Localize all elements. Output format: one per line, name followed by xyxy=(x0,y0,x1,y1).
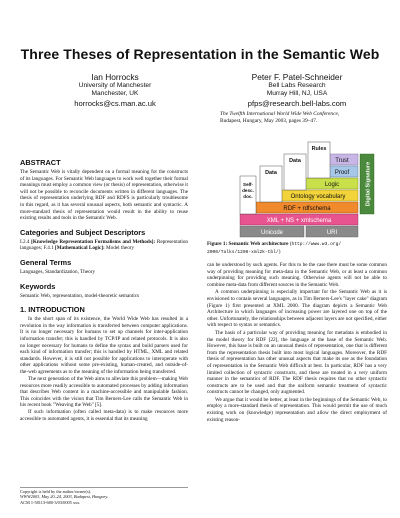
right-column xyxy=(207,262,387,423)
general-terms-heading: General Terms xyxy=(20,257,72,267)
right-paragraph-3: The basis of a particular way of providing meaning for metadata is embodied in the model theory for RDF [22], the language at the base of the Semantic Web. However, this base is built on an unusual thesis of representation, one that is different from the representation thesis built into most logical languages. Moreover, the RDF thesis of representation has other unusual aspects that make its use as the foundation of representation in the Semantic Web difficult at best. In particular, RDF has a very limited collection of syntactic constructs, and these are treated in a very uniform manner in the semantics of RDF. The RDF thesis requires that no other syntactic constructs are to be used and that the uniform semantic treatment of syntactic constructs cannot be changed, only augmented. xyxy=(207,329,387,396)
layer-xml-label: XML + NS + xmlschema xyxy=(266,217,332,224)
layer-ontology xyxy=(278,190,358,201)
layer-cake-figure xyxy=(214,140,390,238)
right-paragraph-2: A common underpinning is especially important for the Semantic Web as it is envisioned to contain several languages, as in Tim Berners-Lee's "layer cake" diagram (Figure 1) first presented at XML 2000. The diagram depicts a Semantic Web Architecture in which languages of increasing power are layered one on top of the other. Unfortunately, the relationships between adjacent layers are not specified, either with respect to syntax or semantics. xyxy=(207,289,387,329)
right-paragraph-4: We argue that it would be better, at least in the beginnings of the Semantic Web, to employ a more-standard thesis of representation. This would permit the use of much existing work on (knowledge) representation and allow the direct employment of existing reason- xyxy=(207,396,387,423)
self-desc-line-3: doc. xyxy=(243,194,253,199)
intro-paragraph-3: If such information (often called meta-data) is to make resources more accessible to automated agents, it is essential that its meaning xyxy=(20,409,188,423)
keywords-text: Semantic Web, representation, model-theoretic semantics xyxy=(20,292,140,299)
layer-logic-label: Logic xyxy=(324,181,340,188)
author-name: Ian Horrocks xyxy=(91,72,139,82)
categories-heading: Categories and Subject Descriptors xyxy=(20,227,146,237)
layer-uri xyxy=(306,226,358,237)
layer-self-desc-doc xyxy=(240,176,256,214)
keywords-heading: Keywords xyxy=(20,281,56,291)
copyright-line-3: ACM 1-58113-680-3/03/0005 xxx. xyxy=(20,499,81,505)
caption-label: Figure 1: xyxy=(207,241,228,247)
categories-text xyxy=(20,239,188,252)
conference-note xyxy=(220,111,390,125)
self-desc-line-2: desc. xyxy=(242,188,254,193)
layer-data-upper xyxy=(284,154,306,190)
layer-rdf xyxy=(256,202,358,213)
layer-digital-signature xyxy=(360,154,374,214)
author-location: Manchester, UK xyxy=(91,90,139,97)
author-affiliation: University of Manchester xyxy=(78,82,152,89)
author-block-patel-schneider xyxy=(212,72,382,109)
figure-caption: Figure 1: Semantic Web architecture (http://www.w3.org/ 2000/Talks/1206-xml2k-tbl/) xyxy=(207,241,342,255)
layer-unicode xyxy=(240,226,304,237)
layer-logic xyxy=(298,178,358,189)
caption-url-2: 2000/Talks/1206-xml2k-tbl/ xyxy=(207,249,279,255)
author-email: pfps@research.bell-labs.com xyxy=(247,99,347,108)
intro-paragraph-2: The next generation of the Web aims to alleviate this problem—making Web resources more readily accessible to automated processes by adding information that describes Web content in a machine-accessible and manipulable fashion. This coincides with the vision that Tim Berners-Lee calls the Semantic Web in his recent book "Weaving the Web" [5]. xyxy=(20,375,188,409)
caption-url-1: http://www.w3.org/ xyxy=(291,242,342,247)
layer-proof-label: Proof xyxy=(334,169,350,176)
author-email: horrocks@cs.man.ac.uk xyxy=(74,99,156,108)
layer-rules-label: Rules xyxy=(311,146,327,152)
conference-line-1: The Twelfth International World Wide Web Conference, xyxy=(220,111,340,117)
author-affiliation: Bell Labs Research xyxy=(268,82,326,89)
self-desc-line-1: Self- xyxy=(243,182,253,187)
abstract-heading: ABSTRACT xyxy=(20,158,61,167)
layer-trust-label: Trust xyxy=(335,157,349,164)
category-detail-2: Model theory xyxy=(106,245,135,252)
category-title: [Knowledge Representation Formalisms and Methods]: xyxy=(31,238,156,245)
layer-xml xyxy=(240,214,358,225)
layer-signature-label: Digital Signature xyxy=(365,161,372,207)
general-terms-text: Languages, Standardization, Theory xyxy=(20,268,96,275)
layer-data-lower xyxy=(260,166,282,202)
layer-data-lower-label: Data xyxy=(265,170,277,176)
copyright-line-2: WWW2003, May 20–24, 2003, Budapest, Hungary. xyxy=(20,494,109,500)
category-detail: Representation languages; F.4.1 xyxy=(20,238,189,252)
right-paragraph-1: can be understood by such agents. For this to be the case there must be some common way of providing meaning for meta-data in the Semantic Web, or at least a common underpinning for providing such meaning. Otherwise agents will not be able to combine meta-data from different sources in the Semantic Web. xyxy=(207,262,387,288)
layer-trust xyxy=(326,154,358,165)
intro-paragraph-1: In the short span of its existence, the World Wide Web has resulted in a revolution in the way information is transferred between computer applications. It is no longer necessary for humans to set up channels for inter-application information transfer; this is handled by TCP/IP and related protocols. It is also no longer necessary for humans to define the syntax and build parsers used for each kind of information transfer; this is handled by HTML, XML and related standards. However, it is still not possible for applications to interoperate with other applications without some pre-existing, human-created, and outside-of-the-web agreements as to the meaning of the information being transferred. xyxy=(20,316,188,375)
category-code: I.2.4 xyxy=(20,238,30,245)
layer-unicode-label: Unicode xyxy=(260,229,284,236)
category-title-2: [Mathematical Logic]: xyxy=(55,245,105,252)
author-block-horrocks xyxy=(40,72,190,109)
abstract-text: The Semantic Web is vitally dependent on a formal meaning for the constructs of its languages. For Semantic Web languages to work well together their formal meanings must employ a common view (or thesis) of representation, otherwise it will not be possible to reconcile documents written in different languages. The thesis of representation underlying RDF and RDFS is particularly troublesome in this regard, as it has several unusual aspects, both semantic and syntactic. A more-standard thesis of representation would result in the ability to reuse existing results and tools in the Semantic Web. xyxy=(20,169,188,222)
layer-rdf-label: RDF + rdfschema xyxy=(283,205,331,212)
layer-rules xyxy=(308,142,330,178)
author-name: Peter F. Patel-Schneider xyxy=(251,72,343,82)
introduction-heading: 1. INTRODUCTION xyxy=(20,305,85,315)
paper-title: Three Theses of Representation in the Semantic Web xyxy=(20,46,380,62)
layer-ontology-label: Ontology vocabulary xyxy=(290,193,346,200)
left-column xyxy=(20,158,188,423)
caption-title: Semantic Web architecture xyxy=(228,241,289,247)
author-location: Murray Hill, NJ, USA xyxy=(266,90,328,97)
layer-uri-label: URI xyxy=(326,229,338,236)
copyright-notice xyxy=(20,487,188,505)
layer-data-upper-label: Data xyxy=(289,158,301,164)
copyright-line-1: Copyright is held by the author/owner(s). xyxy=(20,489,92,494)
conference-line-2: Budapest, Hungary, May 2003, pages 39–47. xyxy=(220,118,318,124)
